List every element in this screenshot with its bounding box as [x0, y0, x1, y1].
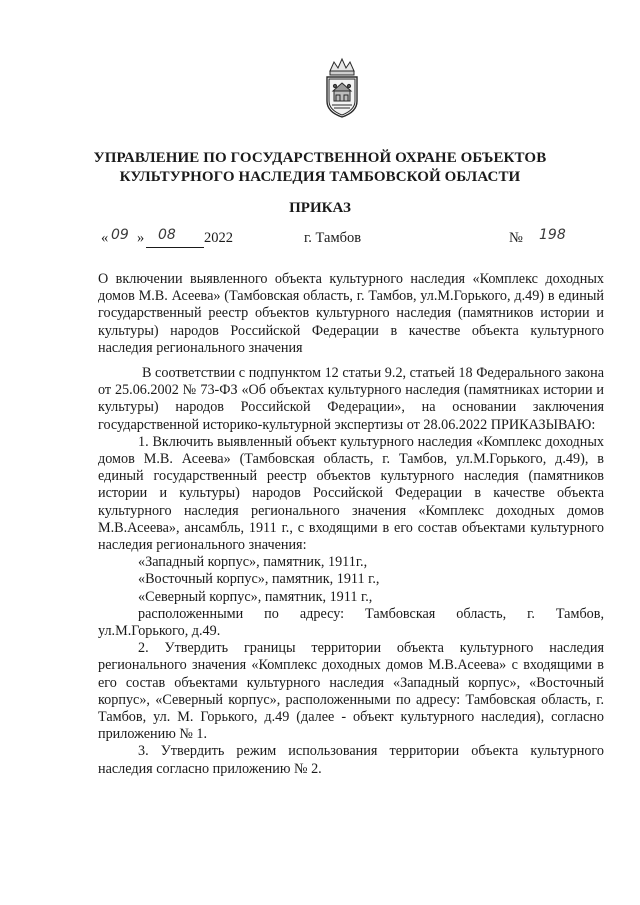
- preamble-paragraph: В соответствии с подпунктом 12 статьи 9.2, статьей 18 Федерального закона от 25.06.2002 № 73-ФЗ «Об объектах культурного наследия (памятниках истории и культуры) народов Российской Федерации», на основании заключения государственной историко-культурной экспертизы от 28.06.2022 ПРИКАЗЫВАЮ:: [98, 365, 604, 433]
- date-quote-close: »: [137, 230, 145, 246]
- organization-name-line1: УПРАВЛЕНИЕ ПО ГОСУДАРСТВЕННОЙ ОХРАНЕ ОБЪЕКТОВ: [93, 150, 547, 166]
- date-year: 2022: [204, 230, 233, 246]
- item-1-paragraph: 1. Включить выявленный объект культурного наследия «Комплекс доходных домов М.В. Асеева» (Тамбовская область, г. Тамбов, ул.М.Горького, д.49), в единый государственный реестр объектов культурного наследия (памятников истории и культуры) народов Российской Федерации в качестве объекта культурного наследия регионального значения «Комплекс доходных домов М.В.Асеева», ансамбль, 1911 г., с входящими в его состав объектами культурного наследия регионального значения:: [98, 433, 604, 554]
- date-month: 08: [158, 227, 176, 243]
- address-line-continued: ул.М.Горького, д.49.: [98, 623, 221, 640]
- list-item: «Восточный корпус», памятник, 1911 г.,: [138, 571, 380, 588]
- date-day: 09: [111, 227, 129, 243]
- list-item: «Северный корпус», памятник, 1911 г.,: [138, 588, 373, 605]
- address-line: расположенными по адресу: Тамбовская область, г. Тамбов,: [138, 605, 604, 622]
- order-body: [98, 365, 604, 778]
- document-type-title: ПРИКАЗ: [289, 200, 351, 216]
- order-number: 198: [539, 227, 566, 243]
- organization-name-line2: КУЛЬТУРНОГО НАСЛЕДИЯ ТАМБОВСКОЙ ОБЛАСТИ: [119, 169, 521, 185]
- objects-list: [98, 554, 604, 606]
- item-2-paragraph: 2. Утвердить границы территории объекта культурного наследия регионального значения «Комплекс доходных домов М.В.Асеева» с входящими в его состав объектами культурного наследия «Западный корпус», «Восточный корпус», «Северный корпус», расположенными по адресу: Тамбовская область, г. Тамбов, ул. М. Горького, д.49 (далее - объект культурного наследия), согласно приложению № 1.: [98, 640, 604, 743]
- order-subject: О включении выявленного объекта культурного наследия «Комплекс доходных домов М.В. Асеева» (Тамбовская область, г. Тамбов, ул.М.Горького, д.49) в единый государственный реестр объектов культурного наследия (памятников истории и культуры) народов Российской Федерации в качестве объекта культурного наследия регионального значения: [98, 271, 604, 356]
- organization-name: [0, 149, 640, 187]
- number-sign: №: [509, 230, 523, 246]
- item-3-paragraph: 3. Утвердить режим использования территории объекта культурного наследия согласно приложению № 2.: [98, 743, 604, 777]
- city: г. Тамбов: [304, 230, 362, 246]
- date-quote-open: «: [101, 230, 109, 246]
- coat-of-arms-emblem: [321, 57, 363, 119]
- date-line: [0, 227, 640, 252]
- list-item: «Западный корпус», памятник, 1911г.,: [138, 554, 368, 571]
